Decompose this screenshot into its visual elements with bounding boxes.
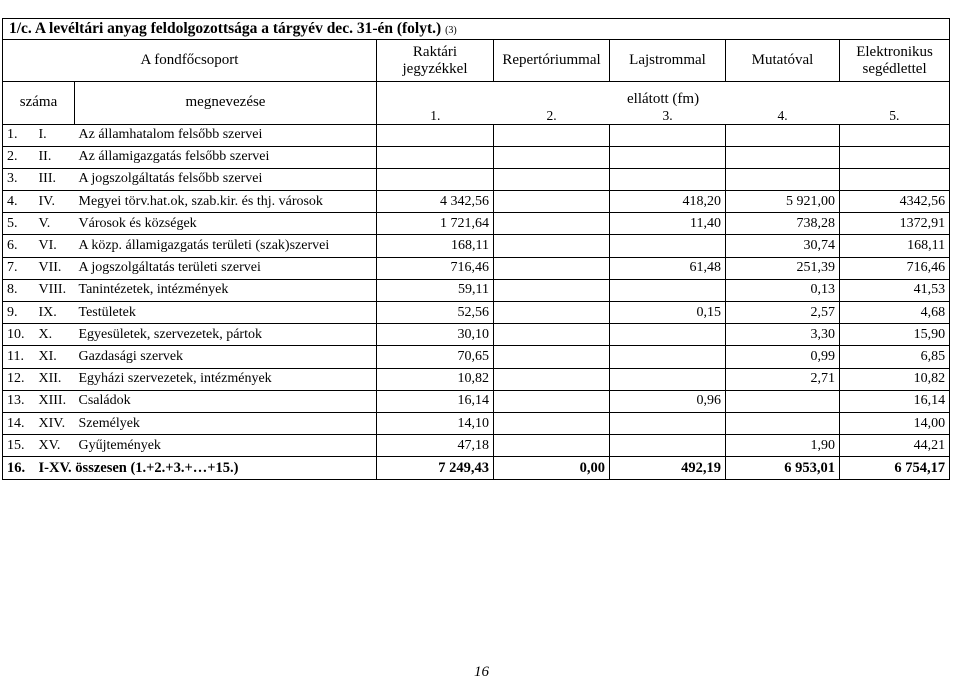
row-name: Személyek xyxy=(75,412,377,434)
row-number: 11. xyxy=(3,346,35,368)
row-col-1 xyxy=(377,124,494,146)
row-name: Egyházi szervezetek, intézmények xyxy=(75,368,377,390)
archive-processing-table xyxy=(2,18,950,480)
row-col-4 xyxy=(726,390,840,412)
row-col-3 xyxy=(610,279,726,301)
header-szama: száma xyxy=(3,82,75,125)
row-number: 6. xyxy=(3,235,35,257)
row-roman: I. xyxy=(35,124,75,146)
table-row xyxy=(3,346,950,368)
col-number-2: 2. xyxy=(494,108,610,125)
row-col-1: 10,82 xyxy=(377,368,494,390)
row-col-5 xyxy=(840,124,950,146)
row-col-4: 3,30 xyxy=(726,324,840,346)
row-col-5: 716,46 xyxy=(840,257,950,279)
row-name: Családok xyxy=(75,390,377,412)
row-number: 15. xyxy=(3,435,35,457)
row-col-4 xyxy=(726,168,840,190)
row-col-3 xyxy=(610,124,726,146)
row-col-1: 4 342,56 xyxy=(377,191,494,213)
row-col-2 xyxy=(494,346,610,368)
row-col-5: 44,21 xyxy=(840,435,950,457)
row-name: A jogszolgáltatás területi szervei xyxy=(75,257,377,279)
row-col-2 xyxy=(494,146,610,168)
row-col-5: 41,53 xyxy=(840,279,950,301)
row-col-3 xyxy=(610,346,726,368)
row-number: 4. xyxy=(3,191,35,213)
row-col-3: 418,20 xyxy=(610,191,726,213)
row-col-1: 14,10 xyxy=(377,412,494,434)
row-col-3 xyxy=(610,368,726,390)
table-row xyxy=(3,124,950,146)
row-col-3: 0,15 xyxy=(610,302,726,324)
row-number: 13. xyxy=(3,390,35,412)
row-roman: V. xyxy=(35,213,75,235)
row-col-5: 16,14 xyxy=(840,390,950,412)
row-col-2 xyxy=(494,302,610,324)
col-number-4: 4. xyxy=(726,108,840,125)
row-col-1: 716,46 xyxy=(377,257,494,279)
row-col-3: 11,40 xyxy=(610,213,726,235)
row-name: Gazdasági szervek xyxy=(75,346,377,368)
row-name: Az államigazgatás felsőbb szervei xyxy=(75,146,377,168)
row-col-2 xyxy=(494,213,610,235)
row-col-4: 251,39 xyxy=(726,257,840,279)
row-col-5: 6,85 xyxy=(840,346,950,368)
table-row xyxy=(3,390,950,412)
row-col-5: 15,90 xyxy=(840,324,950,346)
row-col-4: 0,99 xyxy=(726,346,840,368)
row-col-1: 47,18 xyxy=(377,435,494,457)
table-row xyxy=(3,324,950,346)
row-col-2 xyxy=(494,235,610,257)
col-number-1: 1. xyxy=(377,108,494,125)
row-col-3 xyxy=(610,146,726,168)
row-col-3 xyxy=(610,435,726,457)
row-col-5: 10,82 xyxy=(840,368,950,390)
row-col-4 xyxy=(726,124,840,146)
row-col-2 xyxy=(494,368,610,390)
table-row xyxy=(3,235,950,257)
row-col-1: 52,56 xyxy=(377,302,494,324)
row-col-2 xyxy=(494,324,610,346)
row-col-4: 1,90 xyxy=(726,435,840,457)
table-row xyxy=(3,257,950,279)
row-name: A közp. államigazgatás területi (szak)szervei xyxy=(75,235,377,257)
row-roman: III. xyxy=(35,168,75,190)
table-title: 1/c. A levéltári anyag feldolgozottsága a tárgyév dec. 31-én (folyt.) (3) xyxy=(3,19,950,40)
row-col-2 xyxy=(494,124,610,146)
header-raktari-jegyzek: Raktári jegyzékkel xyxy=(377,40,494,82)
row-roman: X. xyxy=(35,324,75,346)
row-col-2 xyxy=(494,412,610,434)
row-col-1: 1 721,64 xyxy=(377,213,494,235)
total-col-5: 6 754,17 xyxy=(840,457,950,480)
row-col-2 xyxy=(494,279,610,301)
table-row xyxy=(3,368,950,390)
row-col-3 xyxy=(610,324,726,346)
row-number: 2. xyxy=(3,146,35,168)
table-row xyxy=(3,279,950,301)
row-col-3 xyxy=(610,235,726,257)
row-col-1: 70,65 xyxy=(377,346,494,368)
row-roman: XI. xyxy=(35,346,75,368)
row-col-2 xyxy=(494,257,610,279)
total-col-1: 7 249,43 xyxy=(377,457,494,480)
row-col-2 xyxy=(494,168,610,190)
total-no: 16. xyxy=(3,457,35,480)
row-col-5 xyxy=(840,146,950,168)
row-col-3: 0,96 xyxy=(610,390,726,412)
row-col-4: 2,57 xyxy=(726,302,840,324)
row-number: 9. xyxy=(3,302,35,324)
title-footnote: (3) xyxy=(445,25,457,36)
header-ellatott: ellátott (fm) xyxy=(377,82,950,108)
row-roman: VII. xyxy=(35,257,75,279)
row-col-5: 168,11 xyxy=(840,235,950,257)
row-number: 12. xyxy=(3,368,35,390)
row-number: 10. xyxy=(3,324,35,346)
header-repertorium: Repertóriummal xyxy=(494,40,610,82)
row-col-2 xyxy=(494,390,610,412)
document-page xyxy=(2,18,949,480)
row-name: Tanintézetek, intézmények xyxy=(75,279,377,301)
row-col-4: 738,28 xyxy=(726,213,840,235)
table-row xyxy=(3,191,950,213)
row-number: 8. xyxy=(3,279,35,301)
row-roman: VIII. xyxy=(35,279,75,301)
row-roman: XII. xyxy=(35,368,75,390)
row-col-2 xyxy=(494,191,610,213)
row-roman: XIV. xyxy=(35,412,75,434)
col-number-3: 3. xyxy=(610,108,726,125)
row-number: 14. xyxy=(3,412,35,434)
table-row xyxy=(3,302,950,324)
total-row xyxy=(3,457,950,480)
row-number: 3. xyxy=(3,168,35,190)
total-col-2: 0,00 xyxy=(494,457,610,480)
row-name: Egyesületek, szervezetek, pártok xyxy=(75,324,377,346)
row-name: Az államhatalom felsőbb szervei xyxy=(75,124,377,146)
table-row xyxy=(3,146,950,168)
row-col-1 xyxy=(377,168,494,190)
row-number: 1. xyxy=(3,124,35,146)
row-col-5: 14,00 xyxy=(840,412,950,434)
row-col-4: 5 921,00 xyxy=(726,191,840,213)
page-number: 16 xyxy=(474,664,489,680)
row-col-5: 1372,91 xyxy=(840,213,950,235)
row-col-5: 4342,56 xyxy=(840,191,950,213)
row-roman: XIII. xyxy=(35,390,75,412)
row-roman: XV. xyxy=(35,435,75,457)
row-col-1: 168,11 xyxy=(377,235,494,257)
row-col-2 xyxy=(494,435,610,457)
row-number: 7. xyxy=(3,257,35,279)
row-name: A jogszolgáltatás felsőbb szervei xyxy=(75,168,377,190)
header-mutato: Mutatóval xyxy=(726,40,840,82)
row-col-4: 2,71 xyxy=(726,368,840,390)
col-number-5: 5. xyxy=(840,108,950,125)
table-row xyxy=(3,435,950,457)
row-col-5: 4,68 xyxy=(840,302,950,324)
table-row xyxy=(3,213,950,235)
row-col-4 xyxy=(726,146,840,168)
total-col-4: 6 953,01 xyxy=(726,457,840,480)
row-col-5 xyxy=(840,168,950,190)
total-col-3: 492,19 xyxy=(610,457,726,480)
row-col-3 xyxy=(610,412,726,434)
row-col-1: 16,14 xyxy=(377,390,494,412)
row-col-1 xyxy=(377,146,494,168)
header-megnevezese: megnevezése xyxy=(75,82,377,125)
row-roman: II. xyxy=(35,146,75,168)
row-col-4: 30,74 xyxy=(726,235,840,257)
row-col-1: 30,10 xyxy=(377,324,494,346)
row-col-4: 0,13 xyxy=(726,279,840,301)
row-name: Városok és községek xyxy=(75,213,377,235)
header-fondfocsoport: A fondfőcsoport xyxy=(3,40,377,82)
row-col-1: 59,11 xyxy=(377,279,494,301)
table-row xyxy=(3,412,950,434)
row-roman: IV. xyxy=(35,191,75,213)
table-row xyxy=(3,168,950,190)
header-elektronikus: Elektronikus segédlettel xyxy=(840,40,950,82)
total-label: I-XV. összesen (1.+2.+3.+…+15.) xyxy=(35,457,377,480)
row-name: Testületek xyxy=(75,302,377,324)
row-number: 5. xyxy=(3,213,35,235)
row-name: Gyűjtemények xyxy=(75,435,377,457)
row-roman: IX. xyxy=(35,302,75,324)
header-lajstrom: Lajstrommal xyxy=(610,40,726,82)
row-col-3: 61,48 xyxy=(610,257,726,279)
row-col-3 xyxy=(610,168,726,190)
row-name: Megyei törv.hat.ok, szab.kir. és thj. városok xyxy=(75,191,377,213)
row-roman: VI. xyxy=(35,235,75,257)
row-col-4 xyxy=(726,412,840,434)
